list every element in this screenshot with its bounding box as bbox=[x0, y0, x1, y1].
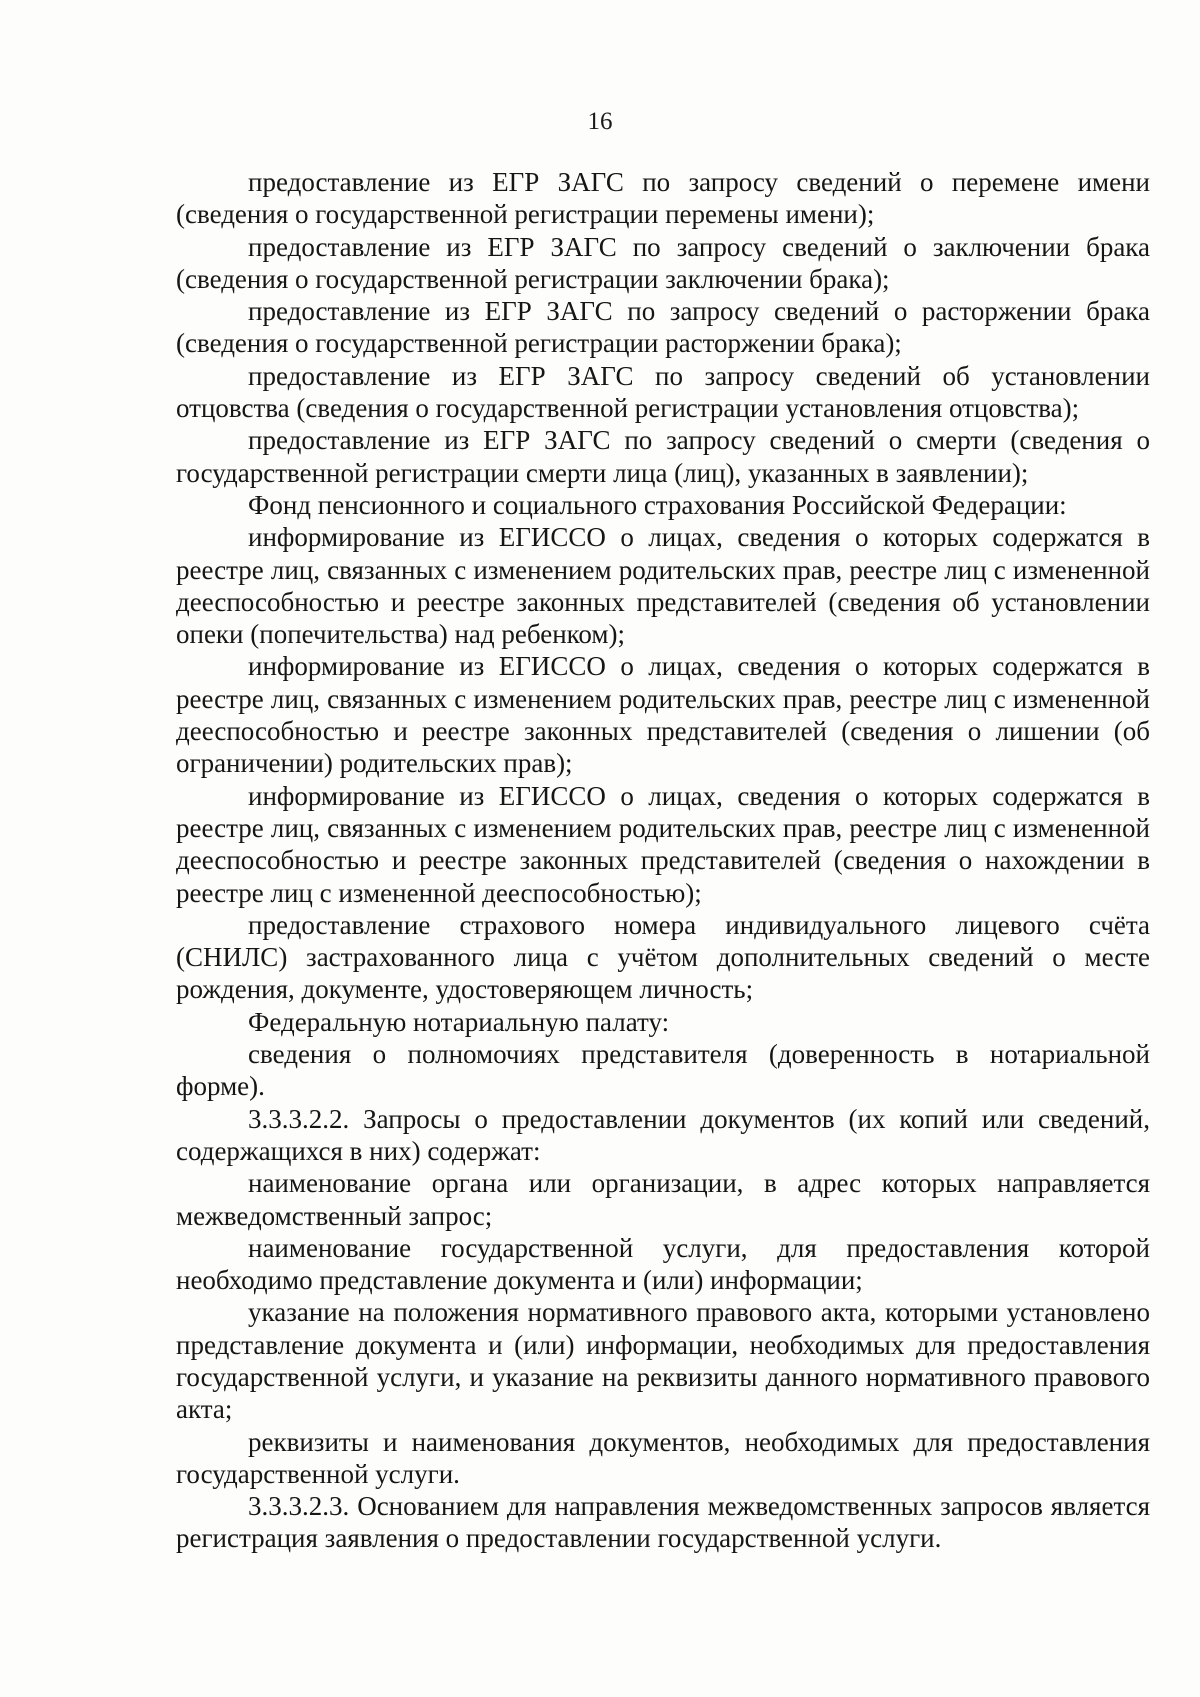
paragraph: сведения о полномочиях представителя (доверенность в нотариальной форме). bbox=[176, 1039, 1150, 1102]
paragraph: предоставление страхового номера индивидуального лицевого счёта (СНИЛС) застрахованного лица с учётом дополнительных сведений о месте рождения, документе, удостоверяющем личность; bbox=[176, 909, 1150, 1005]
paragraph: предоставление из ЕГР ЗАГС по запросу сведений о перемене имени (сведения о государственной регистрации перемены имени); bbox=[176, 167, 1150, 230]
paragraph: информирование из ЕГИССО о лицах, сведения о которых содержатся в реестре лиц, связанных с изменением родительских прав, реестре лиц с измененной дееспособностью и реестре законных представителей (сведения об установлении опеки (попечительства) над ребенком); bbox=[176, 522, 1150, 650]
paragraph: 3.3.3.2.2. Запросы о предоставлении документов (их копий или сведений, содержащихся в них) содержат: bbox=[176, 1103, 1150, 1166]
paragraph: информирование из ЕГИССО о лицах, сведения о которых содержатся в реестре лиц, связанных с изменением родительских прав, реестре лиц с измененной дееспособностью и реестре законных представителей (сведения о нахождении в реестре лиц с измененной дееспособностью); bbox=[176, 780, 1150, 908]
paragraph: Фонд пенсионного и социального страхования Российской Федерации: bbox=[248, 489, 1067, 520]
paragraph: 3.3.3.2.3. Основанием для направления межведомственных запросов является регистрация заявления о предоставлении государственной услуги. bbox=[176, 1491, 1150, 1554]
page-number: 16 bbox=[587, 108, 613, 135]
paragraph: предоставление из ЕГР ЗАГС по запросу сведений о заключении брака (сведения о государственной регистрации заключении брака); bbox=[176, 231, 1150, 294]
document-body bbox=[176, 166, 1150, 1555]
paragraph: наименование органа или организации, в адрес которых направляется межведомственный запрос; bbox=[176, 1168, 1150, 1231]
paragraph: реквизиты и наименования документов, необходимых для предоставления государственной услуги. bbox=[176, 1426, 1150, 1489]
paragraph: наименование государственной услуги, для предоставления которой необходимо представление документа и (или) информации; bbox=[176, 1232, 1150, 1296]
paragraph: предоставление из ЕГР ЗАГС по запросу сведений о смерти (сведения о государственной регистрации смерти лица (лиц), указанных в заявлении); bbox=[176, 425, 1150, 488]
paragraph: предоставление из ЕГР ЗАГС по запросу сведений об установлении отцовства (сведения о государственной регистрации установления отцовства); bbox=[176, 360, 1150, 424]
paragraph: указание на положения нормативного правового акта, которыми установлено представление документа и (или) информации, необходимых для предоставления государственной услуги, и указание на реквизиты данного нормативного правового акта; bbox=[176, 1297, 1150, 1425]
paragraph: предоставление из ЕГР ЗАГС по запросу сведений о расторжении брака (сведения о государственной регистрации расторжении брака); bbox=[176, 296, 1150, 359]
paragraph: информирование из ЕГИССО о лицах, сведения о которых содержатся в реестре лиц, связанных с изменением родительских прав, реестре лиц с измененной дееспособностью и реестре законных представителей (сведения о лишении (об ограничении) родительских прав); bbox=[176, 651, 1150, 779]
paragraph: Федеральную нотариальную палату: bbox=[248, 1006, 670, 1037]
